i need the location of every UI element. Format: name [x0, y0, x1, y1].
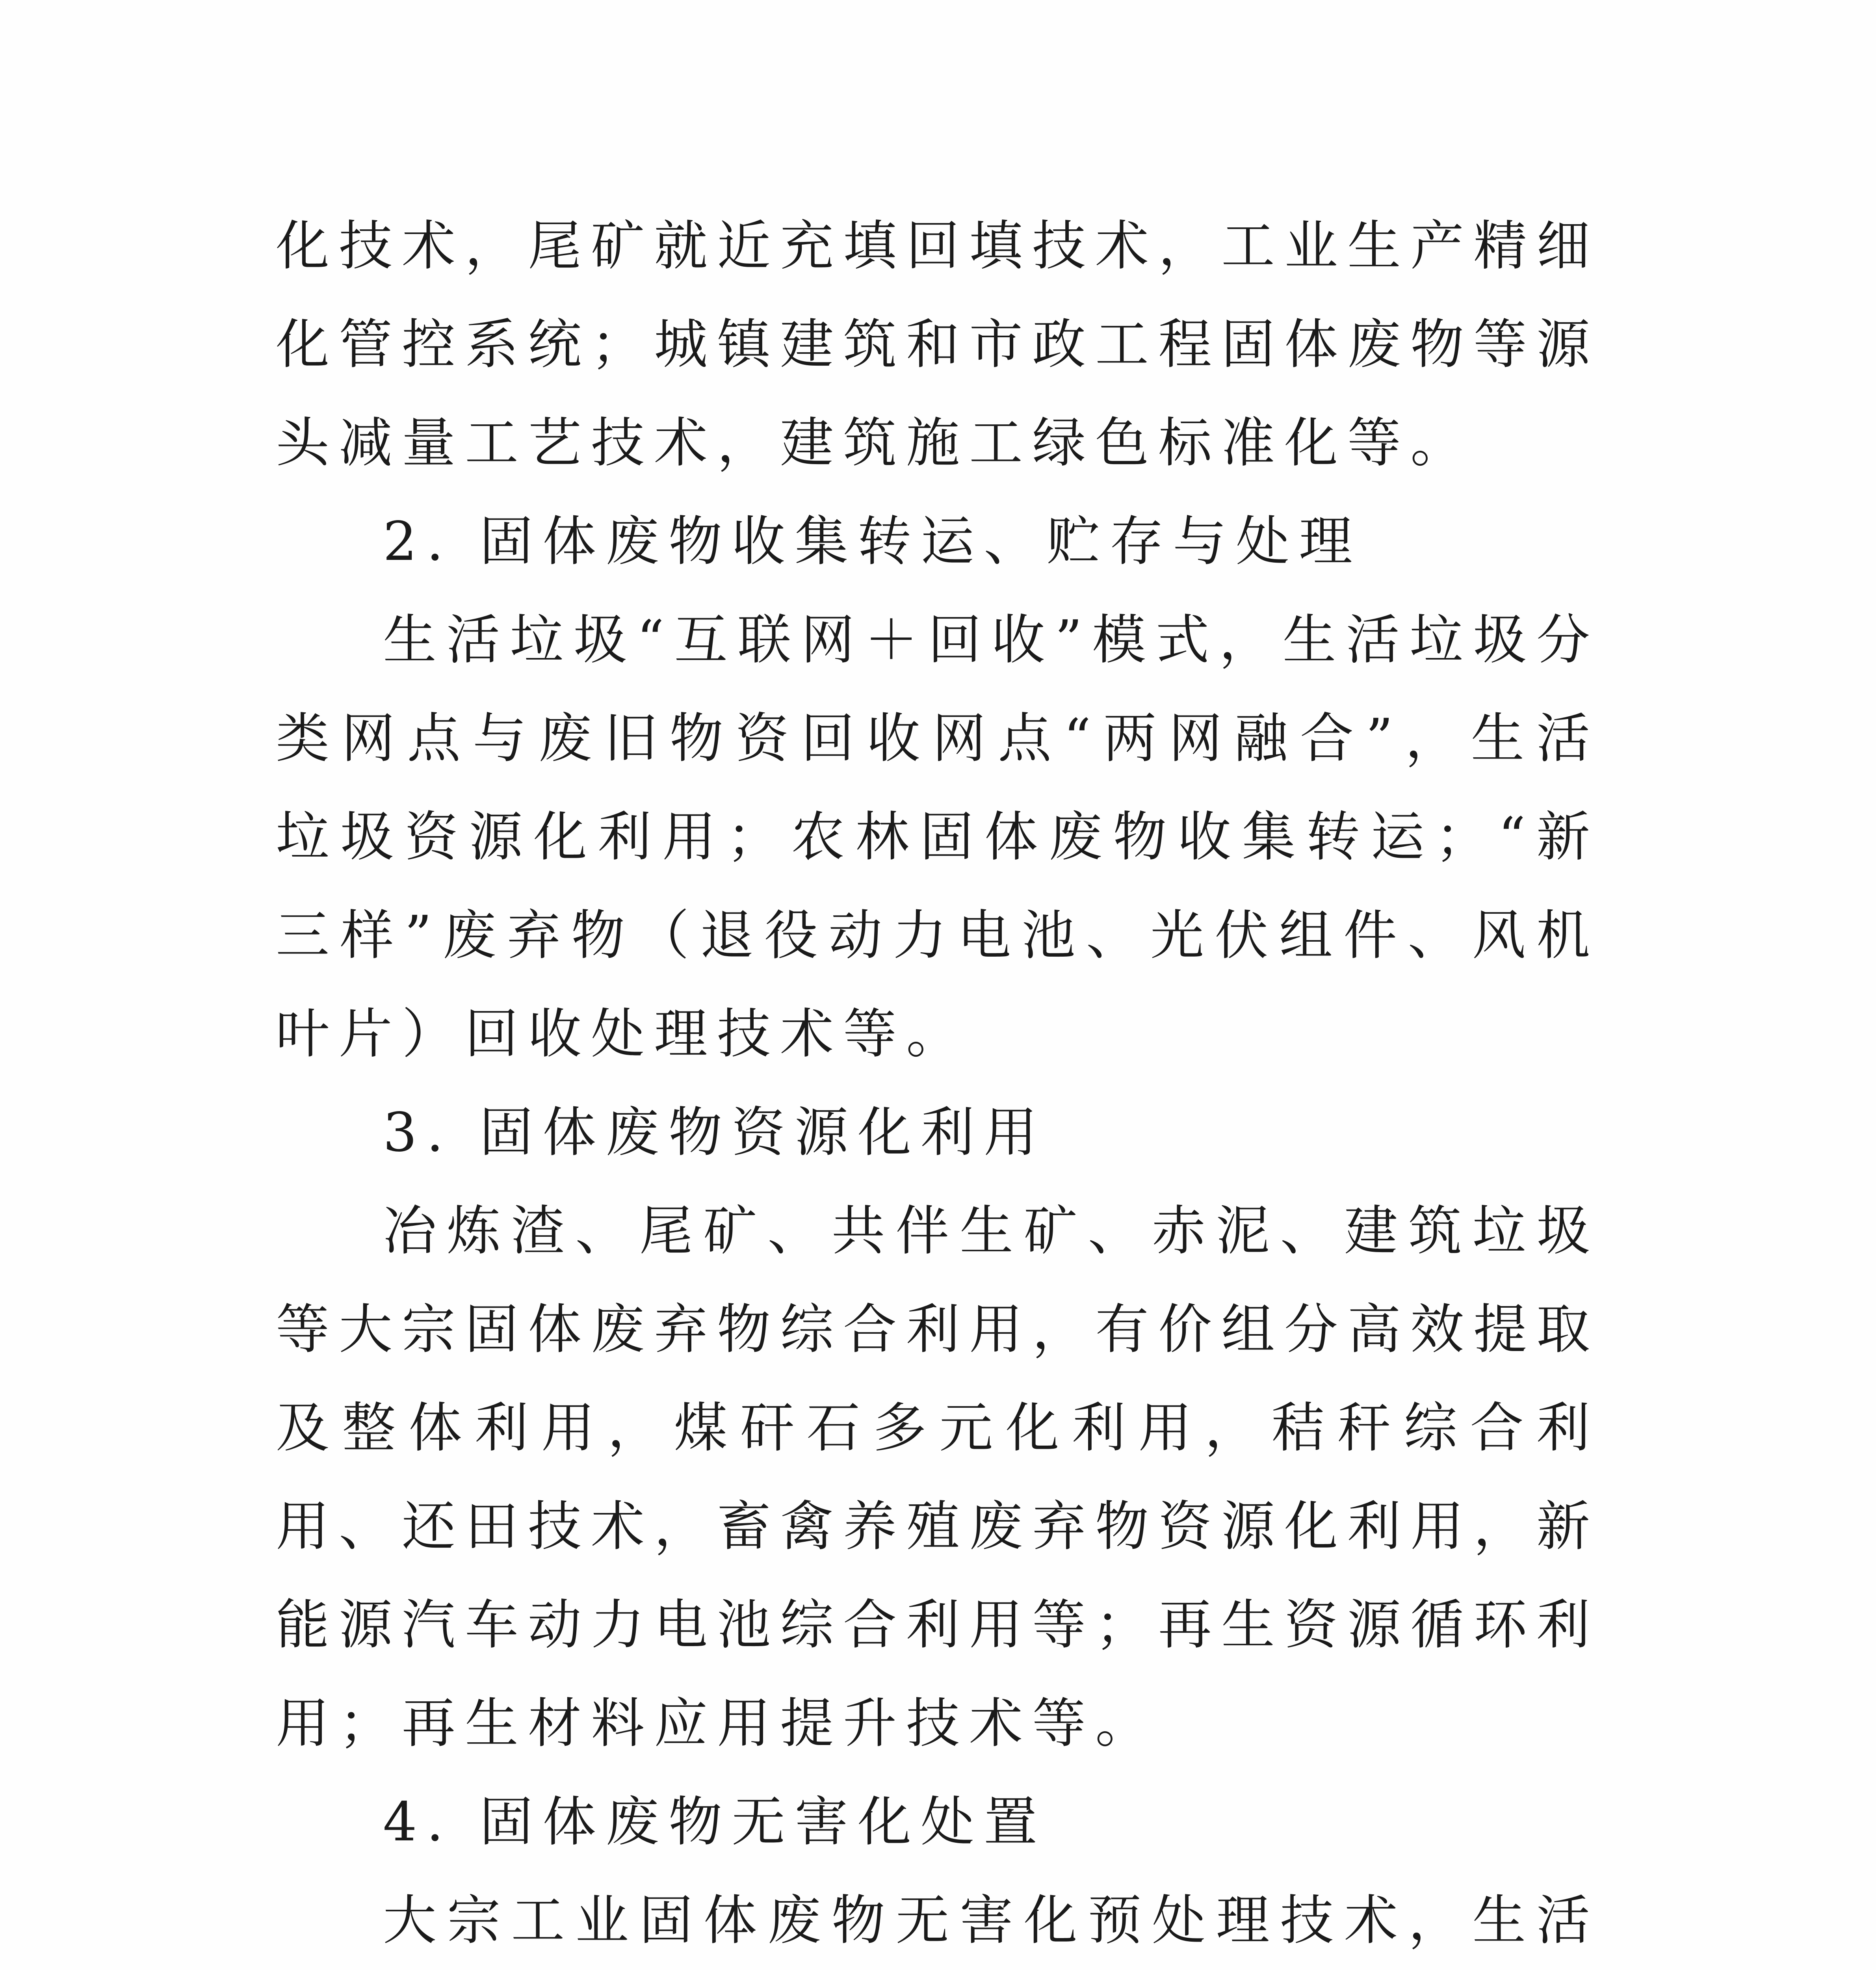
- section-heading-4: 4. 固体废物无害化处置: [383, 1791, 1047, 1853]
- paragraph-collection-transport: 生活垃圾“互联网＋回收”模式，生活垃圾分类网点与废旧物资回收网点“两网融合”，生活垃圾资源化利用；农林固体废物收集转运；“新三样”废弃物（退役动力电池、光伏组件、风机叶片）回收处理技术等。: [276, 609, 1599, 1065]
- section-heading-3: 3. 固体废物资源化利用: [383, 1102, 1047, 1164]
- paragraph-harmless-disposal: 大宗工业固体废物无害化预处理技术，生活: [383, 1890, 1599, 1952]
- paragraph-resource-utilization: 冶炼渣、尾矿、共伴生矿、赤泥、建筑垃圾等大宗固体废弃物综合利用，有价组分高效提取及整体利用，煤矸石多元化利用，秸秆综合利用、还田技术，畜禽养殖废弃物资源化利用，新能源汽车动力电池综合利用等；再生资源循环利用；再生材料应用提升技术等。: [276, 1200, 1599, 1755]
- section-heading-2: 2. 固体废物收集转运、贮存与处理: [383, 511, 1362, 573]
- paragraph-continuation: 化技术，尾矿就近充填回填技术，工业生产精细化管控系统；城镇建筑和市政工程固体废物等源头减量工艺技术，建筑施工绿色标准化等。: [276, 215, 1599, 474]
- document-body: [276, 197, 1599, 1970]
